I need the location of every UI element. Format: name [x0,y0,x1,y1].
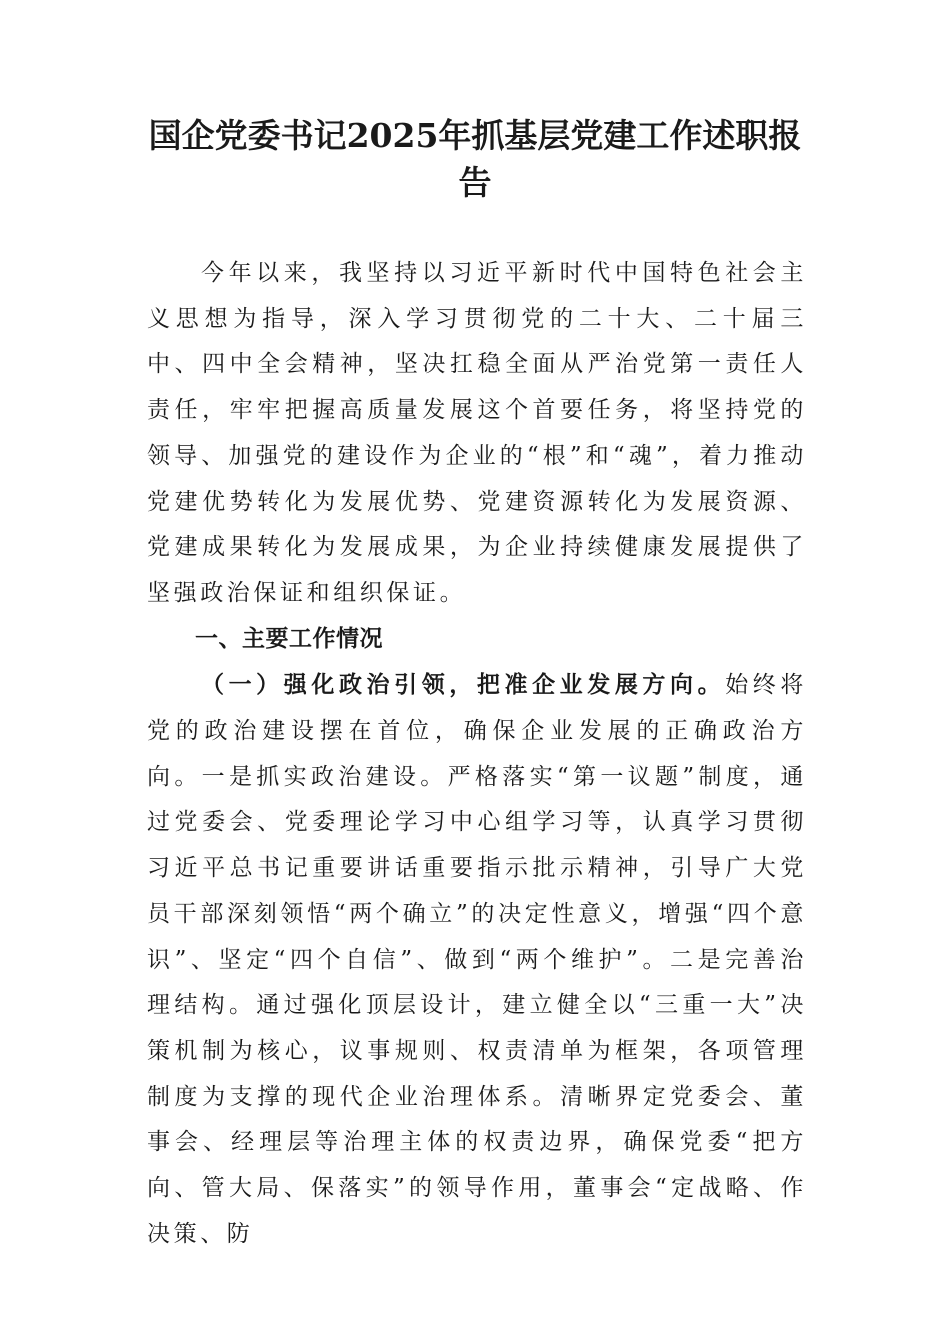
subsection-heading: （一）强化政治引领，把准企业发展方向。 [201,671,726,699]
section-heading: 一、主要工作情况 [195,625,383,652]
intro-paragraph: 今年以来，我坚持以习近平新时代中国特色社会主义思想为指导，深入学习贯彻党的二十大、二十届三中、四中全会精神，坚决扛稳全面从严治党第一责任人责任，牢牢把握高质量发展这个首要任务，将坚持党的领导、加强党的建设作为企业的“根”和“魂”，着力推动党建优势转化为发展优势、党建资源转化为发展资源、党建成果转化为发展成果，为企业持续健康发展提供了坚强政治保证和组织保证。 [147,260,807,606]
document-body [147,251,807,1257]
document-title: 国企党委书记2025年抓基层党建工作述职报告 [148,116,802,202]
subsection-text: 始终将党的政治建设摆在首位，确保企业发展的正确政治方向。一是抓实政治建设。严格落实“第一议题”制度，通过党委会、党委理论学习中心组学习等，认真学习贯彻习近平总书记重要讲话重要指示批示精神，引导广大党员干部深刻领悟“两个确立”的决定性意义，增强“四个意识”、坚定“四个自信”、做到“两个维护”。二是完善治理结构。通过强化顶层设计，建立健全以“三重一大”决策机制为核心，议事规则、权责清单为框架，各项管理制度为支撑的现代企业治理体系。清晰界定党委会、董事会、经理层等治理主体的权责边界，确保党委“把方向、管大局、保落实”的领导作用，董事会“定战略、作决策、防 [147,672,807,1247]
subsection-paragraph [147,662,807,1257]
